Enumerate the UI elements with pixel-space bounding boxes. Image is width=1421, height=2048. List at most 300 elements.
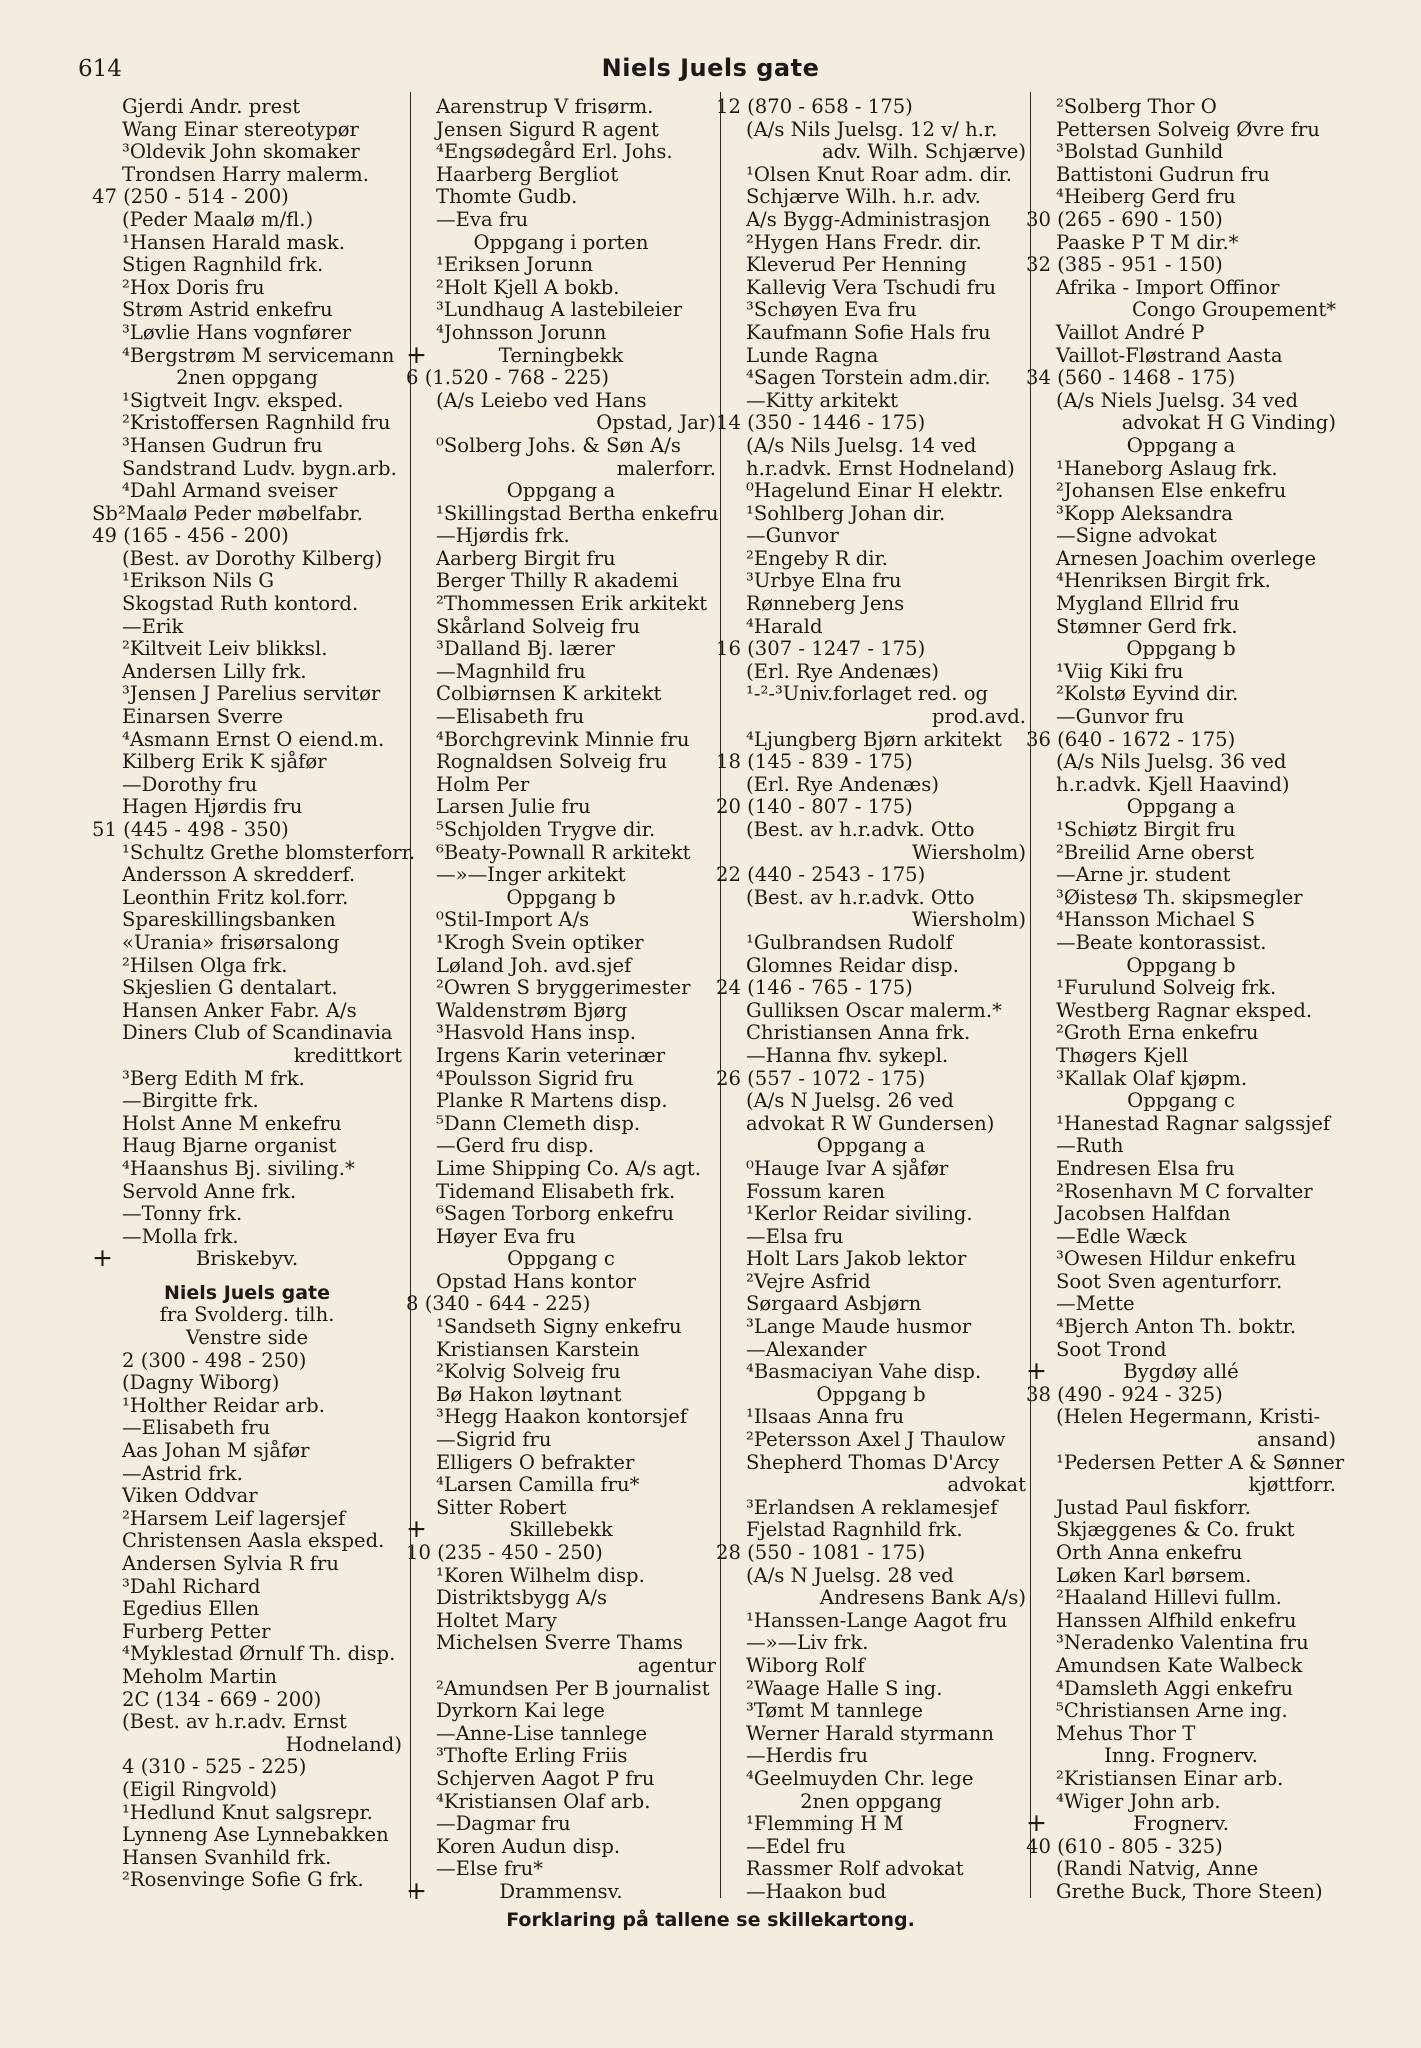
- directory-line: 51 (445 - 498 - 350): [92, 818, 289, 841]
- directory-line: ⁴Henriksen Birgit frk.: [1056, 569, 1271, 593]
- directory-line: 34 (560 - 1468 - 175): [1026, 366, 1236, 390]
- directory-line: ²Kolvig Solveig fru: [436, 1360, 621, 1384]
- directory-line: Oppgang b: [1126, 637, 1236, 661]
- directory-line: Rognaldsen Solveig fru: [436, 750, 668, 774]
- directory-line: ⁰Hagelund Einar H elektr.: [746, 479, 1004, 503]
- directory-line: Kallevig Vera Tschudi fru: [746, 275, 996, 299]
- directory-line: Mehus Thor T: [1056, 1721, 1196, 1745]
- directory-line: ¹Haneborg Aslaug frk.: [1056, 456, 1278, 480]
- directory-line: Andersen Lilly frk.: [122, 659, 307, 683]
- directory-line: ¹Sohlberg Johan dir.: [746, 501, 946, 525]
- directory-line: —Arne jr. student: [1056, 863, 1231, 887]
- directory-line: —Tonny frk.: [122, 1202, 243, 1226]
- directory-line: Andersen Sylvia R fru: [122, 1552, 339, 1575]
- directory-line: Rassmer Rolf advokat: [746, 1857, 964, 1881]
- directory-line: (Best. av h.r.adv. Ernst: [122, 1710, 347, 1734]
- directory-line: ²Hox Doris fru: [122, 275, 265, 299]
- directory-line: —Gunvor: [746, 524, 839, 548]
- directory-line: Orth Anna enkefru: [1056, 1541, 1243, 1564]
- directory-line: ansand): [1257, 1428, 1336, 1452]
- directory-line: Jensen Sigurd R agent: [436, 117, 659, 141]
- directory-line: Egedius Ellen: [122, 1597, 260, 1621]
- directory-line: —Birgitte frk.: [122, 1089, 259, 1113]
- directory-line: (A/s Nils Juelsg. 14 ved: [746, 433, 977, 457]
- directory-line: Inng. Frognerv.: [1104, 1744, 1258, 1768]
- directory-line: ¹Pedersen Petter A & Sønner: [1056, 1450, 1345, 1474]
- directory-line: ⁵Dann Clemeth disp.: [436, 1111, 641, 1135]
- directory-line: ¹Olsen Knut Roar adm. dir.: [746, 162, 1012, 186]
- directory-line: ²Vejre Asfrid: [746, 1269, 871, 1293]
- directory-line: ³Kopp Aleksandra: [1056, 501, 1233, 525]
- column-2: [406, 95, 719, 1905]
- directory-line: ³Jensen J Parelius servitør: [122, 682, 381, 706]
- directory-line: ¹Ilsaas Anna fru: [746, 1405, 905, 1429]
- directory-line: ²Thommessen Erik arkitekt: [436, 592, 708, 616]
- directory-line: Løken Karl børsem.: [1056, 1563, 1252, 1587]
- directory-line: (A/s Nils Juelsg. 12 v/ h.r.: [746, 117, 998, 141]
- directory-line: A/s Bygg-Administrasjon: [746, 207, 991, 231]
- directory-line: ⁴Harald: [746, 614, 823, 638]
- directory-line: (Best. av h.r.advk. Otto: [746, 818, 975, 841]
- directory-line: ²Holt Kjell A bokb.: [436, 275, 620, 299]
- directory-line: —Hjørdis frk.: [436, 524, 570, 548]
- directory-line: ³Hegg Haakon kontorsjef: [436, 1405, 688, 1429]
- directory-line: ³Urbye Elna fru: [746, 569, 902, 593]
- directory-line: ⁴Damsleth Aggi enkefru: [1056, 1676, 1294, 1700]
- directory-line: 32 (385 - 951 - 150): [1026, 253, 1223, 277]
- directory-line: Gjerdi Andr. prest: [122, 95, 301, 118]
- directory-line: ¹Hedlund Knut salgsrepr.: [122, 1800, 373, 1824]
- directory-line: Holtet Mary: [436, 1608, 557, 1632]
- directory-line: Distriktsbygg A/s: [436, 1586, 608, 1610]
- directory-line: ¹Hanssen-Lange Aagot fru: [746, 1608, 1008, 1632]
- directory-line: Christiansen Anna frk.: [746, 1021, 971, 1045]
- directory-line: Kaufmann Sofie Hals fru: [746, 320, 991, 344]
- directory-line: Oppgang b: [816, 1382, 926, 1406]
- cross-street: [1026, 1356, 1336, 1386]
- directory-line: Pettersen Solveig Øvre fru: [1056, 117, 1320, 141]
- directory-line: Jacobsen Halfdan: [1056, 1202, 1231, 1226]
- cross-street: [406, 339, 716, 369]
- directory-line: Servold Anne frk.: [122, 1179, 297, 1203]
- directory-line: —Herdis fru: [746, 1744, 868, 1768]
- directory-line: Oppgang b: [506, 885, 616, 909]
- directory-line: ²Kristiansen Einar arb.: [1056, 1766, 1284, 1790]
- directory-line: ⁴Haanshus Bj. siviling.*: [122, 1156, 355, 1180]
- directory-line: (A/s Leiebo ved Hans: [436, 388, 647, 412]
- cross-mark-icon: +: [406, 339, 427, 369]
- directory-line: —Mette: [1056, 1292, 1135, 1316]
- directory-line: ²Groth Erna enkefru: [1056, 1021, 1259, 1045]
- directory-line: ¹Furulund Solveig frk.: [1056, 976, 1277, 1000]
- directory-line: «Urania» frisørsalong: [122, 930, 340, 954]
- directory-line: Diners Club of Scandinavia: [122, 1021, 393, 1045]
- directory-line: ¹Flemming H M: [746, 1812, 904, 1836]
- directory-line: —Elisabeth fru: [436, 705, 585, 729]
- directory-line: Waldenstrøm Bjørg: [436, 998, 628, 1022]
- cross-street-label: Bygdøy allé: [1123, 1360, 1239, 1384]
- directory-line: Sandstrand Ludv. bygn.arb.: [122, 456, 397, 480]
- directory-line: —Else fru*: [436, 1857, 544, 1881]
- directory-line: kredittkort: [293, 1043, 402, 1067]
- directory-line: adv. Wilh. Schjærve): [821, 140, 1026, 164]
- directory-line: Holt Lars Jakob lektor: [746, 1247, 967, 1271]
- directory-line: Aas Johan M sjåfør: [122, 1439, 310, 1463]
- directory-line: ⁴Heiberg Gerd fru: [1056, 185, 1236, 209]
- footer-note: Forklaring på tallene se skillekartong.: [506, 1909, 915, 1931]
- directory-line: Furberg Petter: [122, 1619, 271, 1643]
- directory-line: 4 (310 - 525 - 225): [122, 1755, 307, 1779]
- directory-line: agentur: [637, 1653, 716, 1677]
- directory-line: ²Haaland Hillevi fullm.: [1056, 1586, 1282, 1610]
- directory-line: 2nen oppgang: [176, 366, 318, 390]
- directory-line: ¹Schultz Grethe blomsterforr.: [122, 840, 416, 864]
- directory-line: 2nen oppgang: [800, 1789, 942, 1813]
- directory-line: Colbiørnsen K arkitekt: [436, 682, 662, 706]
- directory-line: Michelsen Sverre Thams: [436, 1631, 683, 1655]
- column-3: [716, 96, 1026, 1904]
- directory-line: ³Bolstad Gunhild: [1056, 140, 1224, 164]
- directory-line: —Astrid frk.: [122, 1461, 243, 1485]
- directory-line: —Hanna fhv. sykepl.: [746, 1043, 949, 1067]
- directory-line: ¹Erikson Nils G: [122, 569, 274, 593]
- directory-line: ⁴Geelmuyden Chr. lege: [746, 1766, 974, 1790]
- directory-line: ⁴Dahl Armand sveiser: [122, 479, 338, 503]
- directory-line: Larsen Julie fru: [436, 795, 591, 819]
- directory-line: ¹Viig Kiki fru: [1056, 659, 1184, 683]
- directory-line: Oppgang a: [1126, 795, 1236, 819]
- directory-line: ¹Sandseth Signy enkefru: [436, 1315, 682, 1339]
- directory-line: ³Berg Edith M frk.: [122, 1066, 305, 1090]
- directory-line: Holst Anne M enkefru: [122, 1111, 342, 1135]
- directory-line: Afrika - Import Offinor: [1056, 275, 1280, 299]
- directory-line: —»—Liv frk.: [746, 1631, 869, 1655]
- directory-line: —Eva fru: [436, 207, 529, 231]
- directory-line: Berger Thilly R akademi: [436, 569, 679, 593]
- directory-line: advokat: [947, 1473, 1026, 1497]
- spacer: [92, 1271, 402, 1282]
- directory-line: ²Harsem Leif lagersjef: [122, 1506, 346, 1530]
- directory-line: Arnesen Joachim overlege: [1056, 546, 1317, 570]
- directory-line: Strøm Astrid enkefru: [122, 298, 333, 322]
- directory-line: h.r.advk. Kjell Haavind): [1056, 772, 1290, 796]
- directory-line: —Kitty arkitekt: [746, 388, 898, 412]
- cross-mark-icon: +: [406, 1875, 427, 1905]
- directory-line: Schjerven Aagot P fru: [436, 1766, 655, 1790]
- directory-line: malerforr.: [616, 456, 716, 480]
- directory-line: Venstre side: [185, 1326, 309, 1350]
- directory-line: 2 (300 - 498 - 250): [122, 1348, 307, 1372]
- directory-line: Grethe Buck, Thore Steen): [1056, 1879, 1323, 1903]
- directory-line: ¹Koren Wilhelm disp.: [436, 1563, 645, 1587]
- cross-street: [406, 1875, 716, 1905]
- directory-line: ¹Eriksen Jorunn: [436, 253, 594, 277]
- cross-street-label: Briskebyv.: [195, 1247, 299, 1271]
- directory-line: Congo Groupement*: [1131, 298, 1336, 322]
- directory-line: Skårland Solveig fru: [436, 614, 641, 638]
- directory-line: —Elisabeth fru: [122, 1416, 271, 1440]
- directory-line: ²Waage Halle S ing.: [746, 1676, 943, 1700]
- directory-line: Skogstad Ruth kontord.: [122, 592, 359, 616]
- directory-line: ²Amundsen Per B journalist: [436, 1676, 710, 1700]
- directory-line: Wang Einar stereotypør: [122, 117, 359, 141]
- directory-line: Oppgang i porten: [473, 230, 649, 254]
- directory-line: ¹Holther Reidar arb.: [122, 1393, 325, 1417]
- directory-line: Justad Paul fiskforr.: [1056, 1495, 1251, 1519]
- directory-line: 28 (550 - 1081 - 175): [716, 1541, 926, 1564]
- column-1: [92, 95, 416, 1892]
- directory-line: Holm Per: [436, 772, 530, 796]
- directory-line: —Dorothy fru: [122, 772, 258, 796]
- directory-line: Skjæggenes & Co. frukt: [1056, 1518, 1295, 1542]
- running-head: Niels Juels gate: [601, 54, 820, 82]
- directory-line: ³Hansen Gudrun fru: [122, 433, 323, 457]
- directory-line: prod.avd.: [932, 705, 1026, 729]
- directory-line: ³Oldevik John skomaker: [122, 140, 360, 164]
- cross-mark-icon: +: [1026, 1356, 1047, 1386]
- directory-line: —Elsa fru: [746, 1224, 844, 1248]
- directory-line: Høyer Eva fru: [436, 1224, 576, 1248]
- directory-line: Aarberg Birgit fru: [436, 546, 616, 570]
- directory-line: Soot Trond: [1056, 1337, 1167, 1361]
- directory-line: ²Rosenvinge Sofie G frk.: [122, 1868, 364, 1892]
- column-4: [1026, 95, 1345, 1904]
- directory-line: ⁰Hauge Ivar A sjåfør: [746, 1156, 949, 1180]
- directory-line: ³Dahl Richard: [122, 1574, 261, 1598]
- directory-line: Trondsen Harry malerm.: [122, 162, 369, 186]
- directory-line: ³Erlandsen A reklamesjef: [746, 1495, 998, 1519]
- directory-line: Soot Sven agenturforr.: [1056, 1269, 1283, 1293]
- directory-line: 6 (1.520 - 768 - 225): [406, 366, 610, 390]
- directory-line: Lynneng Ase Lynnebakken: [122, 1823, 389, 1847]
- directory-line: 2C (134 - 669 - 200): [122, 1687, 322, 1711]
- directory-line: —Dagmar fru: [436, 1812, 571, 1836]
- directory-line: 16 (307 - 1247 - 175): [716, 637, 926, 661]
- directory-line: ⁴Asmann Ernst O eiend.m.: [122, 727, 385, 751]
- directory-line: kjøttforr.: [1248, 1473, 1336, 1497]
- directory-line: ⁵Schjolden Trygve dir.: [436, 818, 656, 841]
- directory-line: (Randi Natvig, Anne: [1056, 1857, 1259, 1881]
- directory-line: 10 (235 - 450 - 250): [406, 1541, 603, 1564]
- directory-line: —Sigrid fru: [436, 1428, 552, 1452]
- directory-line: (Helen Hegermann, Kristi-: [1056, 1405, 1321, 1429]
- directory-line: ³Schøyen Eva fru: [746, 298, 917, 322]
- directory-line: ³Dalland Bj. lærer: [436, 637, 615, 661]
- directory-line: ⁴Sagen Torstein adm.dir.: [746, 366, 991, 390]
- directory-line: ¹Hansen Harald mask.: [122, 230, 346, 254]
- directory-line: Gulliksen Oscar malerm.*: [746, 998, 1002, 1022]
- directory-line: (Dagny Wiborg): [122, 1371, 280, 1395]
- directory-line: Planke R Martens disp.: [436, 1089, 668, 1113]
- directory-line: Viken Oddvar: [122, 1484, 258, 1508]
- directory-line: Fjelstad Ragnhild frk.: [746, 1518, 963, 1542]
- directory-line: Wiersholm): [912, 908, 1026, 932]
- directory-line: 18 (145 - 839 - 175): [716, 750, 913, 774]
- directory-line: ²Kristoffersen Ragnhild fru: [122, 411, 391, 435]
- directory-line: Sørgaard Asbjørn: [746, 1292, 922, 1316]
- directory-line: Lunde Ragna: [746, 343, 879, 367]
- directory-line: ⁰Stil-Import A/s: [436, 908, 590, 932]
- directory-line: 49 (165 - 456 - 200): [92, 524, 289, 548]
- cross-mark-icon: +: [406, 1514, 427, 1544]
- directory-line: (A/s N Juelsg. 28 ved: [746, 1563, 954, 1587]
- directory-line: ⁴Bergstrøm M servicemann: [122, 343, 395, 367]
- directory-line: Kristiansen Karstein: [436, 1337, 640, 1361]
- directory-line: Glomnes Reidar disp.: [746, 953, 959, 977]
- directory-line: Battistoni Gudrun fru: [1056, 162, 1270, 186]
- directory-line: 40 (610 - 805 - 325): [1026, 1834, 1223, 1858]
- directory-line: Vaillot André P: [1056, 320, 1205, 344]
- directory-line: ²Kiltveit Leiv blikksl.: [122, 637, 328, 661]
- directory-line: ⁰Solberg Johs. & Søn A/s: [436, 433, 681, 457]
- directory-line: ¹Schiøtz Birgit fru: [1056, 818, 1236, 841]
- directory-line: Sb²Maalø Peder møbelfabr.: [92, 501, 363, 525]
- directory-line: 38 (490 - 924 - 325): [1026, 1382, 1223, 1406]
- directory-line: ³Kallak Olaf kjøpm.: [1056, 1066, 1248, 1090]
- directory-line: Dyrkorn Kai lege: [436, 1699, 605, 1723]
- directory-line: ¹Gulbrandsen Rudolf: [746, 930, 953, 954]
- directory-line: 47 (250 - 514 - 200): [92, 185, 289, 209]
- directory-line: Hanssen Alfhild enkefru: [1056, 1608, 1297, 1632]
- directory-line: Haarberg Bergliot: [436, 162, 619, 186]
- directory-line: ⁴Basmaciyan Vahe disp.: [746, 1360, 982, 1384]
- directory-line: ⁴Ljungberg Bjørn arkitekt: [746, 727, 1002, 751]
- directory-line: ²Johansen Else enkefru: [1056, 479, 1287, 503]
- directory-line: (A/s Niels Juelsg. 34 ved: [1056, 388, 1298, 412]
- directory-line: 8 (340 - 644 - 225): [406, 1292, 591, 1316]
- directory-line: ¹Krogh Svein optiker: [436, 930, 644, 954]
- directory-line: ⁶Beaty-Pownall R arkitekt: [436, 840, 691, 864]
- cross-mark-icon: +: [1026, 1808, 1047, 1838]
- directory-line: Tidemand Elisabeth frk.: [436, 1179, 676, 1203]
- directory-line: —Erik: [122, 614, 184, 638]
- directory-line: Opstad Hans kontor: [436, 1269, 636, 1293]
- directory-line: Endresen Elsa fru: [1056, 1156, 1235, 1180]
- directory-line: Bø Hakon løytnant: [436, 1382, 622, 1406]
- directory-line: ⁴Engsødegård Erl. Johs.: [436, 140, 673, 164]
- directory-line: Lime Shipping Co. A/s agt.: [436, 1156, 701, 1180]
- directory-line: Oppgang b: [1126, 953, 1236, 977]
- directory-line: —Beate kontorassist.: [1056, 930, 1267, 954]
- directory-line: ³Løvlie Hans vognfører: [122, 320, 352, 344]
- directory-line: Schjærve Wilh. h.r. adv.: [746, 185, 981, 209]
- directory-line: advokat R W Gundersen): [746, 1111, 995, 1135]
- directory-line: ³Owesen Hildur enkefru: [1056, 1247, 1297, 1271]
- cross-street-label: Terningbekk: [498, 343, 624, 367]
- directory-line: Andresens Bank A/s): [819, 1586, 1026, 1610]
- directory-line: Mygland Ellrid fru: [1056, 592, 1240, 616]
- directory-line: (A/s Nils Juelsg. 36 ved: [1056, 750, 1287, 774]
- directory-line: ³Øistesø Th. skipsmegler: [1056, 885, 1303, 909]
- directory-line: —Edle Wæck: [1056, 1224, 1187, 1248]
- directory-line: ³Tømt M tannlege: [746, 1699, 923, 1723]
- directory-line: Hodneland): [285, 1732, 402, 1756]
- directory-line: Wiborg Rolf: [746, 1653, 865, 1677]
- directory-line: advokat H G Vinding): [1121, 411, 1336, 435]
- directory-line: ¹-²-³Univ.forlaget red. og: [746, 682, 989, 706]
- directory-line: —Haakon bud: [746, 1879, 887, 1903]
- directory-line: ²Petersson Axel J Thaulow: [746, 1428, 1006, 1452]
- directory-line: —Edel fru: [746, 1834, 846, 1858]
- directory-line: (Erl. Rye Andenæs): [746, 772, 939, 796]
- directory-line: ²Hygen Hans Fredr. dir.: [746, 230, 982, 254]
- directory-line: Rønneberg Jens: [746, 592, 905, 616]
- directory-line: ²Rosenhavn M C forvalter: [1056, 1179, 1313, 1203]
- directory-line: —Ruth: [1056, 1134, 1124, 1158]
- directory-line: ²Breilid Arne oberst: [1056, 840, 1254, 864]
- directory-line: ³Neradenko Valentina fru: [1056, 1631, 1309, 1655]
- directory-line: 24 (146 - 765 - 175): [716, 976, 913, 1000]
- directory-line: (Best. av Dorothy Kilberg): [122, 546, 383, 570]
- directory-line: ⁴Myklestad Ørnulf Th. disp.: [122, 1642, 396, 1666]
- directory-line: ³Lundhaug A lastebileier: [436, 298, 683, 322]
- directory-line: ⁴Kristiansen Olaf arb.: [436, 1789, 651, 1813]
- directory-line: Kilberg Erik K sjåfør: [122, 750, 327, 774]
- directory-line: Andersson A skredderf.: [122, 863, 356, 887]
- directory-line: Elligers O befrakter: [436, 1450, 635, 1474]
- directory-line: ⁴Borchgrevink Minnie fru: [436, 727, 690, 751]
- directory-line: Opstad, Jar): [596, 411, 716, 435]
- directory-line: ⁴Larsen Camilla fru*: [436, 1473, 640, 1497]
- directory-line: 22 (440 - 2543 - 175): [716, 863, 926, 887]
- directory-line: ³Lange Maude husmor: [746, 1315, 972, 1339]
- directory-line: Westberg Ragnar eksped.: [1056, 998, 1313, 1022]
- directory-line: 14 (350 - 1446 - 175): [716, 411, 926, 435]
- directory-line: Irgens Karin veterinær: [436, 1043, 666, 1067]
- cross-mark-icon: +: [92, 1243, 113, 1273]
- directory-line: ²Hilsen Olga frk.: [122, 953, 288, 977]
- directory-line: Hansen Svanhild frk.: [122, 1845, 332, 1869]
- directory-line: Stømner Gerd frk.: [1056, 614, 1238, 638]
- directory-line: Stigen Ragnhild frk.: [122, 253, 324, 277]
- directory-line: ⁶Sagen Torborg enkefru: [436, 1202, 675, 1226]
- directory-line: Oppgang a: [1126, 433, 1236, 457]
- directory-line: (Eigil Ringvold): [122, 1777, 278, 1801]
- section-heading: Niels Juels gate: [163, 1281, 331, 1304]
- cross-street: [1026, 1808, 1336, 1838]
- directory-line: Kleverud Per Henning: [746, 253, 967, 277]
- directory-line: Haug Bjarne organist: [122, 1134, 337, 1158]
- directory-line: 26 (557 - 1072 - 175): [716, 1066, 926, 1090]
- directory-line: —Molla frk.: [122, 1224, 239, 1248]
- directory-line: ⁵Christiansen Arne ing.: [1056, 1699, 1288, 1723]
- directory-line: ²Solberg Thor O: [1056, 95, 1217, 118]
- directory-line: Shepherd Thomas D'Arcy: [746, 1450, 1000, 1474]
- directory-line: Løland Joh. avd.sjef: [436, 953, 632, 977]
- directory-line: (A/s N Juelsg. 26 ved: [746, 1089, 954, 1113]
- directory-line: Vaillot-Fløstrand Aasta: [1056, 343, 1283, 367]
- directory-line: Oppgang a: [506, 479, 616, 503]
- directory-line: Christensen Aasla eksped.: [122, 1529, 385, 1553]
- directory-line: Koren Audun disp.: [436, 1834, 621, 1858]
- directory-line: Paaske P T M dir.*: [1056, 230, 1239, 254]
- directory-line: —Alexander: [746, 1337, 867, 1361]
- directory-line: (Best. av h.r.advk. Otto: [746, 885, 975, 909]
- directory-line: Aarenstrup V frisørm.: [436, 95, 654, 118]
- directory-line: Sitter Robert: [436, 1495, 567, 1519]
- directory-line: Thøgers Kjell: [1056, 1043, 1189, 1067]
- directory-line: ²Engeby R dir.: [746, 546, 888, 570]
- directory-line: Fossum karen: [746, 1179, 885, 1203]
- directory-line: —Gunvor fru: [1056, 705, 1185, 729]
- cross-street-label: Skillebekk: [509, 1518, 613, 1542]
- directory-line: Leonthin Fritz kol.forr.: [122, 885, 349, 909]
- directory-line: ¹Kerlor Reidar siviling.: [746, 1202, 973, 1226]
- directory-line: ¹Sigtveit Ingv. eksped.: [122, 388, 344, 412]
- directory-line: fra Svolderg. tilh.: [159, 1303, 335, 1327]
- directory-line: —Signe advokat: [1056, 524, 1217, 548]
- directory-line: Oppgang c: [1127, 1089, 1235, 1113]
